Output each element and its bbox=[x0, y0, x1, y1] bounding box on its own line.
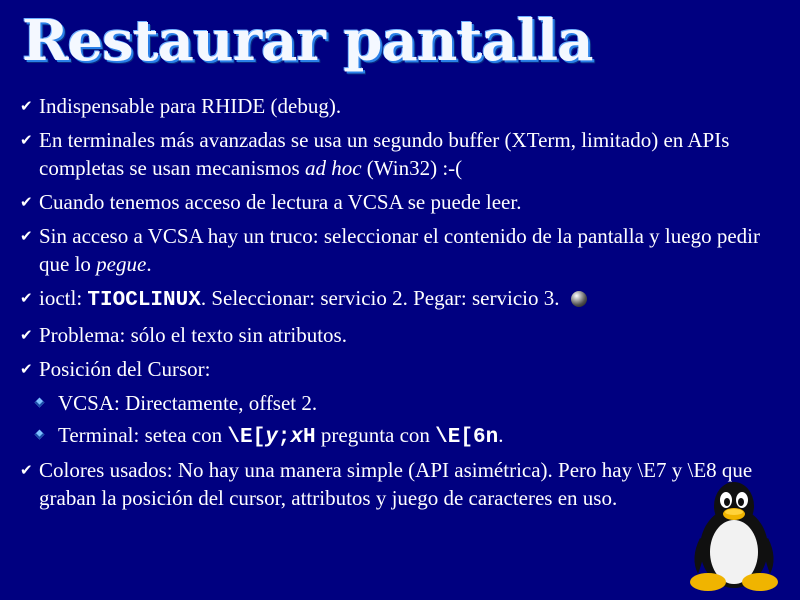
bullet-item bbox=[20, 188, 790, 216]
check-mark-icon: ✔ bbox=[20, 97, 33, 115]
sub-bullet-text: VCSA: Directamente, offset 2. bbox=[58, 391, 318, 415]
bullet-text: Cuando tenemos acceso de lectura a VCSA se puede leer. bbox=[39, 190, 522, 214]
check-mark-icon: ✔ bbox=[20, 131, 33, 149]
emphasis-text: ad hoc bbox=[304, 156, 362, 180]
bullet-list bbox=[20, 92, 790, 518]
page-title: Restaurar pantalla bbox=[22, 8, 593, 74]
check-mark-icon: ✔ bbox=[20, 227, 33, 245]
bullet-text: Problema: sólo el texto sin atributos. bbox=[39, 323, 347, 347]
diamond-bullet-icon bbox=[35, 398, 45, 408]
sphere-icon bbox=[571, 291, 587, 307]
code-var-text: x bbox=[290, 426, 304, 449]
check-mark-icon: ✔ bbox=[20, 289, 33, 307]
bullet-text: En terminales más avanzadas se usa un segundo buffer (XTerm, limitado) en APIs completas se usan mecanismos bbox=[39, 128, 730, 180]
bullet-item bbox=[20, 284, 790, 315]
code-text: \E[6n bbox=[435, 426, 499, 449]
check-mark-icon: ✔ bbox=[20, 326, 33, 344]
tux-penguin-icon bbox=[686, 478, 782, 593]
code-text: ; bbox=[277, 426, 291, 449]
check-mark-icon: ✔ bbox=[20, 461, 33, 479]
code-text: TIOCLINUX bbox=[87, 289, 201, 312]
bullet-text: (Win32) :-( bbox=[361, 156, 463, 180]
bullet-text: Sin acceso a VCSA hay un truco: seleccionar el contenido de la pantalla y luego pedir que lo bbox=[39, 224, 760, 276]
bullet-item bbox=[20, 321, 790, 349]
sub-bullet-text: . bbox=[498, 423, 504, 447]
bullet-text: ioctl: bbox=[39, 286, 88, 310]
bullet-item bbox=[20, 126, 790, 182]
diamond-bullet-icon bbox=[35, 430, 45, 440]
code-text: H bbox=[303, 426, 316, 449]
check-mark-icon: ✔ bbox=[20, 360, 33, 378]
bullet-text: . Seleccionar: servicio 2. Pegar: servicio 3. bbox=[200, 286, 560, 310]
bullet-item bbox=[20, 92, 790, 120]
code-text: \E[ bbox=[227, 426, 266, 449]
sub-bullet-text: pregunta con bbox=[315, 423, 436, 447]
bullet-text: Posición del Cursor: bbox=[39, 357, 211, 381]
sub-bullet-item bbox=[20, 421, 790, 452]
check-mark-icon: ✔ bbox=[20, 193, 33, 211]
bullet-text: Colores usados: No hay una manera simple (API asimétrica). Pero hay \E7 y \E8 que graban la posición del cursor, attributos y juego de caracteres en uso. bbox=[39, 458, 753, 510]
bullet-text: . bbox=[146, 252, 152, 276]
bullet-text: Indispensable para RHIDE (debug). bbox=[39, 94, 342, 118]
bullet-item bbox=[20, 222, 790, 278]
bullet-item bbox=[20, 355, 790, 383]
emphasis-text: pegue bbox=[96, 252, 147, 276]
code-var-text: y bbox=[265, 426, 278, 449]
sub-bullet-text: Terminal: setea con bbox=[58, 423, 228, 447]
sub-bullet-item bbox=[20, 389, 790, 417]
bullet-item bbox=[20, 456, 790, 512]
